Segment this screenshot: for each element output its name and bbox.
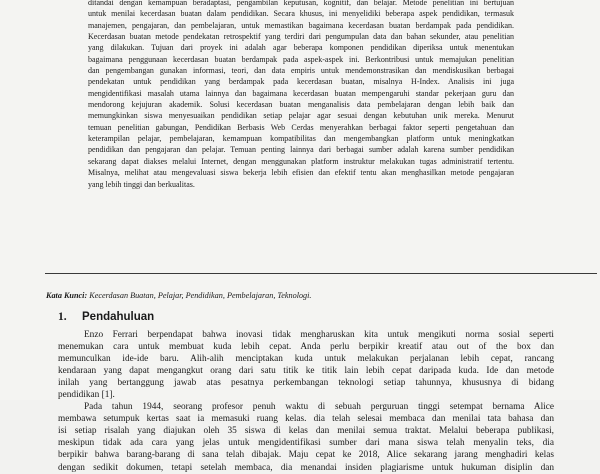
keywords-label: Kata Kunci: xyxy=(46,291,88,300)
abstract-line: mengidentifikasi masalah utama lainnya dan bagaimana kecerdasan buatan mempengaruhi standar pekerjaan guru dan xyxy=(88,88,514,98)
abstract-line: Misalnya, melihat atau mengevaluasi siswa bekerja lebih efisien dan efektif tentu akan menghasilkan metode pengajaran xyxy=(88,168,514,178)
body-line: meskipun tidak ada cara yang jelas untuk mengidentifikasi sumber dari mana siswa telah menyalin teks, dia xyxy=(58,438,554,449)
abstract-line: dan pengembangan gunakan informasi, teori, dan data empiris untuk mendemonstrasikan dan mendiskusikan berbagai xyxy=(88,66,514,76)
body-line: Enzo Ferrari berpendapat bahwa inovasi tidak mengharuskan kita untuk mengikuti norma sosial seperti xyxy=(84,330,554,340)
abstract-line: mendorong kejujuran akademik. Solusi kecerdasan buatan menganalisis data pembelajaran dengan lebih baik dan xyxy=(88,100,514,110)
body-line: dengan sedikit dokumen, tetapi setelah membaca, dia menandai insiden plagiarisme untuk hukuman disiplin dan xyxy=(58,462,554,473)
section-heading xyxy=(58,311,154,323)
abstract-line: temuan penelitian gabungan, Pendidikan Berbasis Web Cerdas menyerahkan berbagai faktor seperti pengetahuan dan xyxy=(88,122,514,132)
body-line: berpikir bahwa barang-barang di sana telah dibajak. Maju cepat ke 2018, Alice sekarang jarang menghadiri kelas xyxy=(58,450,554,461)
body-line: memunculkan ide-ide baru. Alih-alih menciptakan kuda untuk melakukan perjalanan lebih cepat, rancang xyxy=(58,354,554,365)
abstract-line: manajemen, pengajaran, dan pembelajaran, untuk memastikan bagaimana kecerdasan buatan berdampak pada pendidikan. xyxy=(88,20,514,30)
abstract-text xyxy=(88,0,514,190)
body-line: membawa setumpuk kertas saat ia memasuki ruang kelas. dia telah selesai membaca dan menilai tata bahasa dan xyxy=(58,414,554,425)
body-line: pendidikan [1]. xyxy=(58,390,115,401)
body-line: isi setiap risalah yang diajukan oleh 35 siswa di kelas dan menilai semua traktat. Melalui beberapa publikasi, xyxy=(58,426,554,437)
section-number: 1. xyxy=(58,311,67,323)
section-divider xyxy=(45,273,597,274)
abstract-line: keterampilan pelajar, pembelajaran, kemampuan kompatibilitas dan mengembangkan platform untuk meningkatkan xyxy=(88,134,514,144)
body-text xyxy=(58,329,554,474)
body-line: menemukan cara untuk membuat kuda lebih cepat. Anda perlu berpikir kreatif atau out of the box dan xyxy=(58,342,554,353)
abstract-line: pendidikan dan pengajaran dan pelajar. Temuan penting lainnya dari berbagai sumber adalah karena sumber pendidikan xyxy=(88,145,514,155)
abstract-line: untuk menilai kecerdasan buatan dalam pendidikan. Secara khusus, ini menyelidiki beberapa aspek pendidikan, termasuk xyxy=(88,9,514,19)
abstract-line: pendekatan untuk pendidikan yang berdampak pada kecerdasan buatan, misalnya H-Index. Analisis ini juga xyxy=(88,77,514,87)
section-title: Pendahuluan xyxy=(82,311,155,323)
abstract-line: yang dilakukan. Tujuan dari proyek ini adalah agar beberapa komponen pendidikan diperiksa untuk menentukan xyxy=(88,43,514,53)
keywords xyxy=(46,291,311,300)
body-line: Pada tahun 1944, seorang profesor penuh waktu di sebuah perguruan tinggi setempat bernama Alice xyxy=(84,402,554,413)
abstract-line: sekarang dapat diakses melalui Internet, dengan menggunakan platform instruktur melakukan tugas administratif tertentu. xyxy=(88,156,514,166)
abstract-line: bagaimana penggunaan kecerdasan buatan berdampak pada aspek-aspek ini. Berkontribusi untuk memajukan penelitian xyxy=(88,54,514,64)
keywords-text: Kecerdasan Buatan, Pelajar, Pendidikan, Pembelajaran, Teknologi. xyxy=(89,291,312,300)
body-line: inilah yang bertanggung jawab atas pesatnya perkembangan teknologi setiap tahunnya, khususnya di bidang xyxy=(58,378,554,389)
body-line: kendaraan yang dapat mengangkut orang dari satu titik ke titik lain lebih cepat daripada kuda. Ide dan metode xyxy=(58,366,554,377)
abstract-line: memungkinkan siswa menyesuaikan pendidikan setiap pelajar agar sesuai dengan kebutuhan unik mereka. Menurut xyxy=(88,111,514,121)
abstract-line: Kecerdasan buatan metode pendekatan retrospektif yang terdiri dari pengumpulan data dan bahan sekunder, atau penelitian xyxy=(88,32,514,42)
abstract-line: ditandai dengan kemampuan beradaptasi, pengambilan keputusan, kognitif, dan belajar. Metode penelitian ini bertujuan xyxy=(88,0,514,7)
abstract-line: yang lebih tinggi dan berkualitas. xyxy=(88,179,195,189)
